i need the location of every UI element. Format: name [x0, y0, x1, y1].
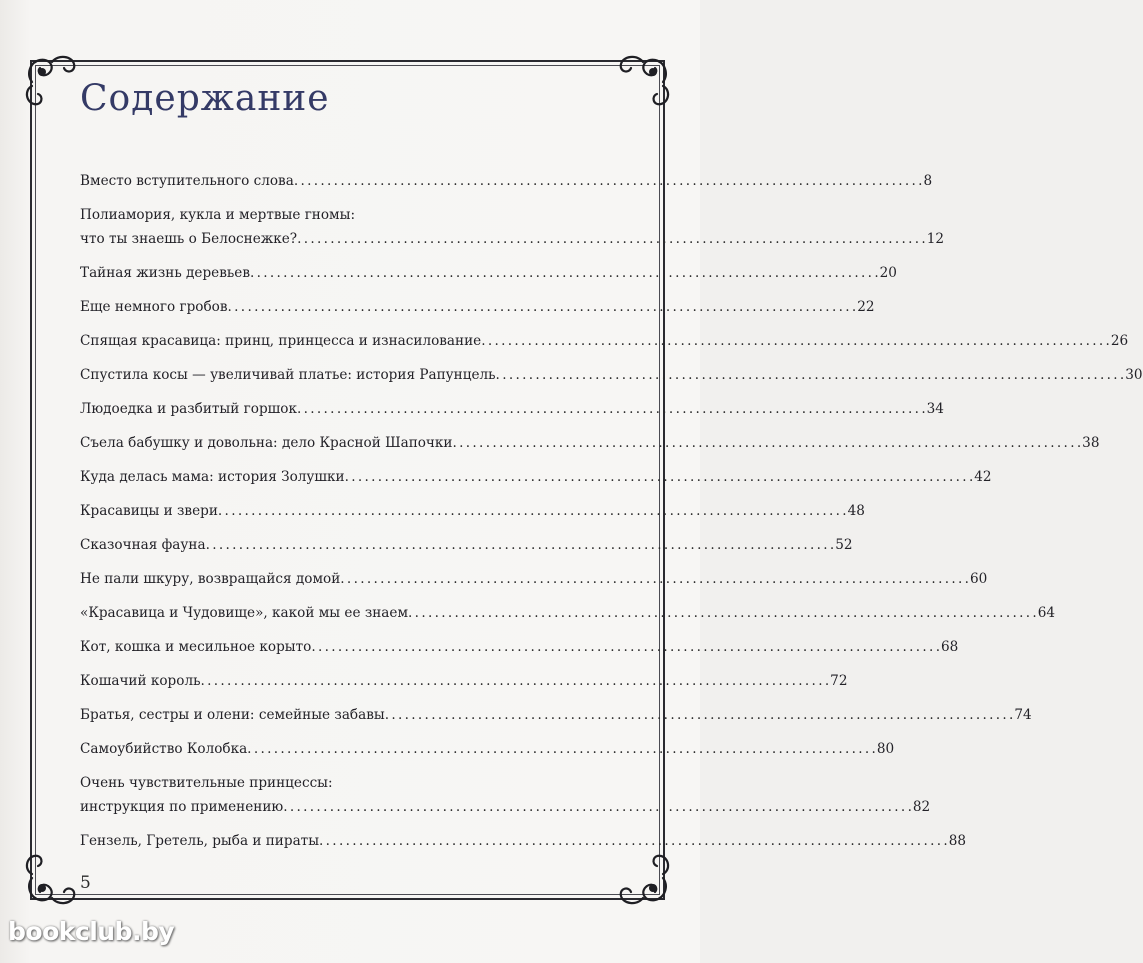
- toc-entry-title: Съела бабушку и довольна: дело Красной Шапочки: [80, 435, 453, 451]
- toc-entry[interactable]: [80, 536, 853, 555]
- dot-leader: [481, 332, 1109, 351]
- page-number: 5: [80, 873, 91, 893]
- toc-entry[interactable]: [80, 366, 1143, 385]
- toc-entry-page: 34: [926, 401, 944, 417]
- dot-leader: [200, 672, 828, 691]
- toc-entry-title: Спящая красавица: принц, принцесса и изнасилование: [80, 333, 482, 349]
- dot-leader: [345, 468, 973, 487]
- dot-leader: [297, 400, 925, 419]
- dot-leader: [319, 832, 947, 851]
- toc-entry-page: 12: [926, 231, 945, 247]
- toc-entry-page: 68: [941, 639, 959, 655]
- toc-entry-page: 30: [1125, 367, 1143, 383]
- toc-entry[interactable]: [80, 400, 944, 419]
- page-title: Содержание: [80, 78, 330, 119]
- toc-entry[interactable]: [80, 298, 875, 317]
- toc-entry-title: Самоубийство Колобка: [80, 741, 248, 757]
- toc-entry-page: 74: [1014, 707, 1032, 723]
- toc-entry-title: Людоедка и разбитый горшок: [80, 401, 297, 417]
- toc-entry-page: 20: [879, 265, 897, 281]
- toc-entry-page: 52: [835, 537, 853, 553]
- toc-entry[interactable]: [80, 832, 967, 851]
- toc-entry-title: Кот, кошка и месильное корыто: [80, 639, 312, 655]
- toc-entry-title: Сказочная фауна: [80, 537, 206, 553]
- toc-entry-title: Полиамория, кукла и мертвые гномы:: [80, 207, 356, 223]
- dot-leader: [408, 604, 1036, 623]
- toc-entry-title: Не пали шкуру, возвращайся домой: [80, 571, 341, 587]
- toc-entry-page: 72: [830, 673, 848, 689]
- toc-entry[interactable]: [80, 672, 848, 691]
- corner-ornament-icon: [18, 48, 82, 112]
- toc-entry[interactable]: [80, 264, 897, 283]
- toc-entry-title: Спустила косы — увеличивай платье: история Рапунцель: [80, 367, 496, 383]
- toc-entry-page: 48: [847, 503, 865, 519]
- toc-entry-title: Очень чувствительные принцессы:: [80, 775, 333, 791]
- dot-leader: [340, 570, 968, 589]
- toc-entry[interactable]: [80, 434, 1100, 453]
- toc-entry[interactable]: [80, 774, 931, 817]
- toc-entry-page: 64: [1037, 605, 1056, 621]
- toc-entry-title: Вместо вступительного слова: [80, 173, 294, 189]
- toc-entry[interactable]: [80, 502, 865, 521]
- toc-entry-page: 8: [923, 173, 933, 189]
- toc-entry-title: Красавицы и звери: [80, 503, 218, 519]
- toc-entry-title: Братья, сестры и олени: семейные забавы: [80, 707, 385, 723]
- dot-leader: [283, 798, 911, 817]
- toc-entry-title: инструкция по применению: [80, 799, 284, 815]
- dot-leader: [250, 264, 878, 283]
- toc-entry[interactable]: [80, 172, 933, 191]
- dot-leader: [496, 366, 1124, 385]
- toc-entry-page: 26: [1110, 333, 1129, 349]
- corner-ornament-icon: [613, 848, 677, 912]
- dot-leader: [206, 536, 834, 555]
- toc-entry-title: Кошачий король: [80, 673, 201, 689]
- table-of-contents: [80, 172, 1143, 851]
- dot-leader: [297, 230, 925, 249]
- toc-entry-title: Гензель, Гретель, рыба и пираты: [80, 833, 320, 849]
- toc-entry-title: Тайная жизнь деревьев: [80, 265, 250, 281]
- dot-leader: [218, 502, 846, 521]
- toc-entry-page: 22: [857, 299, 875, 315]
- watermark-logo: bookclub.by: [8, 917, 175, 946]
- dot-leader: [228, 298, 856, 317]
- toc-entry[interactable]: [80, 706, 1032, 725]
- dot-leader: [385, 706, 1013, 725]
- toc-entry[interactable]: [80, 468, 992, 487]
- toc-entry[interactable]: [80, 570, 988, 589]
- toc-entry-page: 60: [969, 571, 988, 587]
- toc-entry-title: Еще немного гробов: [80, 299, 228, 315]
- toc-entry[interactable]: [80, 604, 1056, 623]
- toc-entry-title: Куда делась мама: история Золушки: [80, 469, 345, 485]
- corner-ornament-icon: [613, 48, 677, 112]
- toc-entry-page: 80: [876, 741, 895, 757]
- dot-leader: [311, 638, 939, 657]
- toc-entry-title: «Красавица и Чудовище», какой мы ее знаем: [80, 605, 409, 621]
- toc-entry-page: 88: [948, 833, 967, 849]
- toc-entry-title: что ты знаешь о Белоснежке?: [80, 231, 298, 247]
- dot-leader: [452, 434, 1080, 453]
- dot-leader: [294, 172, 922, 191]
- toc-entry-page: 38: [1082, 435, 1100, 451]
- dot-leader: [247, 740, 875, 759]
- toc-entry[interactable]: [80, 206, 945, 249]
- toc-entry[interactable]: [80, 332, 1129, 351]
- toc-entry[interactable]: [80, 740, 895, 759]
- toc-entry-page: 42: [974, 469, 992, 485]
- toc-entry-page: 82: [912, 799, 931, 815]
- toc-entry[interactable]: [80, 638, 959, 657]
- corner-ornament-icon: [18, 848, 82, 912]
